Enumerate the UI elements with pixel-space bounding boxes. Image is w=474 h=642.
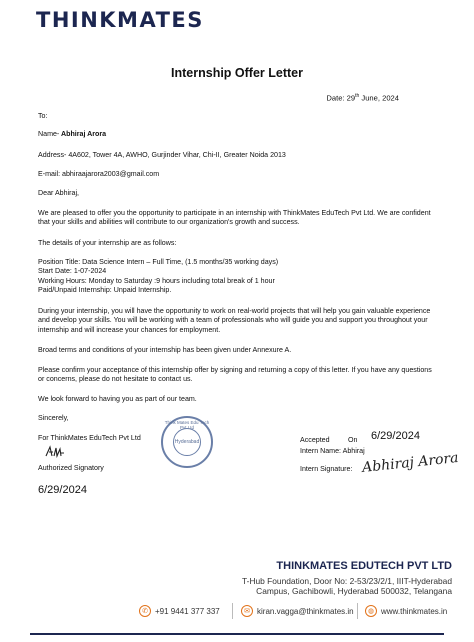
intern-signature: Abhiraj Arora xyxy=(361,449,460,477)
greeting: Dear Abhiraj, xyxy=(38,189,80,197)
sincerely: Sincerely, xyxy=(38,414,69,422)
to-label: To: xyxy=(38,112,48,120)
stamp-center-text: Hyderabad xyxy=(173,428,201,456)
recipient-name: Name- Abhiraj Arora xyxy=(38,130,107,138)
signed-date: 6/29/2024 xyxy=(38,484,87,496)
look-forward: We look forward to having you as part of our team. xyxy=(38,395,197,403)
letter-title: Internship Offer Letter xyxy=(171,66,303,80)
letter-date: Date: 29th June, 2024 xyxy=(326,93,399,103)
detail-start-date: Start Date: 1-07-2024 xyxy=(38,267,107,276)
footer-separator xyxy=(232,603,233,619)
authorized-signature xyxy=(44,444,66,460)
intro-paragraph: We are pleased to offer you the opportunity to participate in an internship with ThinkMates EduTech Pvt Ltd. We are confident that your skills and abilities will contribute to our organization's growth and success. xyxy=(38,209,431,227)
footer-website[interactable]: ◍ www.thinkmates.in xyxy=(365,605,447,617)
recipient-address: Address- 4A602, Tower 4A, AWHO, Gurjinder Vihar, Chi-II, Greater Noida 2013 xyxy=(38,151,286,159)
phone-icon: ✆ xyxy=(139,605,151,617)
stamp-ring-text: Think Mates Edu Tech Pvt Ltd xyxy=(164,420,210,430)
intern-signature-label: Intern Signature: xyxy=(300,465,353,473)
details-heading: The details of your internship are as follows: xyxy=(38,239,177,247)
footer-separator xyxy=(357,603,358,619)
accepted-date: 6/29/2024 xyxy=(371,430,420,442)
during-paragraph: During your internship, you will have the opportunity to work on real-world projects that will help you gain valuable experience and develop your skills. You will be working with a team of professionals who will guide you and support you throughout your internship and will increase your chances for employment. xyxy=(38,307,431,334)
company-logo: THINKMATES xyxy=(36,8,204,32)
footer-bar xyxy=(30,633,444,635)
mail-icon: ✉ xyxy=(241,605,253,617)
authorized-signatory: Authorized Signatory xyxy=(38,464,104,472)
intern-name: Intern Name: Abhiraj xyxy=(300,447,365,455)
on-label: On xyxy=(348,436,358,444)
for-company: For ThinkMates EduTech Pvt Ltd xyxy=(38,434,141,442)
confirm-paragraph: Please confirm your acceptance of this internship offer by signing and returning a copy of this letter. If you have any questions or concerns, please do not hesitate to contact us. xyxy=(38,366,432,384)
internship-details xyxy=(38,258,440,296)
detail-working-hours: Working Hours: Monday to Saturday :9 hours including total break of 1 hour xyxy=(38,276,275,285)
terms-paragraph: Broad terms and conditions of your internship has been given under Annexure A. xyxy=(38,346,292,354)
accepted-label: Accepted xyxy=(300,436,330,444)
footer-company: THINKMATES EDUTECH PVT LTD xyxy=(276,560,452,572)
recipient-email: E-mail: abhiraajarora2003@gmail.com xyxy=(38,170,160,178)
footer-address: T-Hub Foundation, Door No: 2-53/23/2/1, IIIT-Hyderabad Campus, Gachibowli, Hyderabad 500032, Telangana xyxy=(242,576,452,596)
footer-phone: ✆ +91 9441 377 337 xyxy=(139,605,220,617)
detail-position: Position Title: Data Science Intern – Full Time, (1.5 months/35 working days) xyxy=(38,258,279,266)
detail-paid: Paid/Unpaid Internship: Unpaid Internship. xyxy=(38,286,172,295)
footer-email[interactable]: ✉ kiran.vagga@thinkmates.in xyxy=(241,605,354,617)
company-stamp xyxy=(161,416,213,468)
globe-icon: ◍ xyxy=(365,605,377,617)
